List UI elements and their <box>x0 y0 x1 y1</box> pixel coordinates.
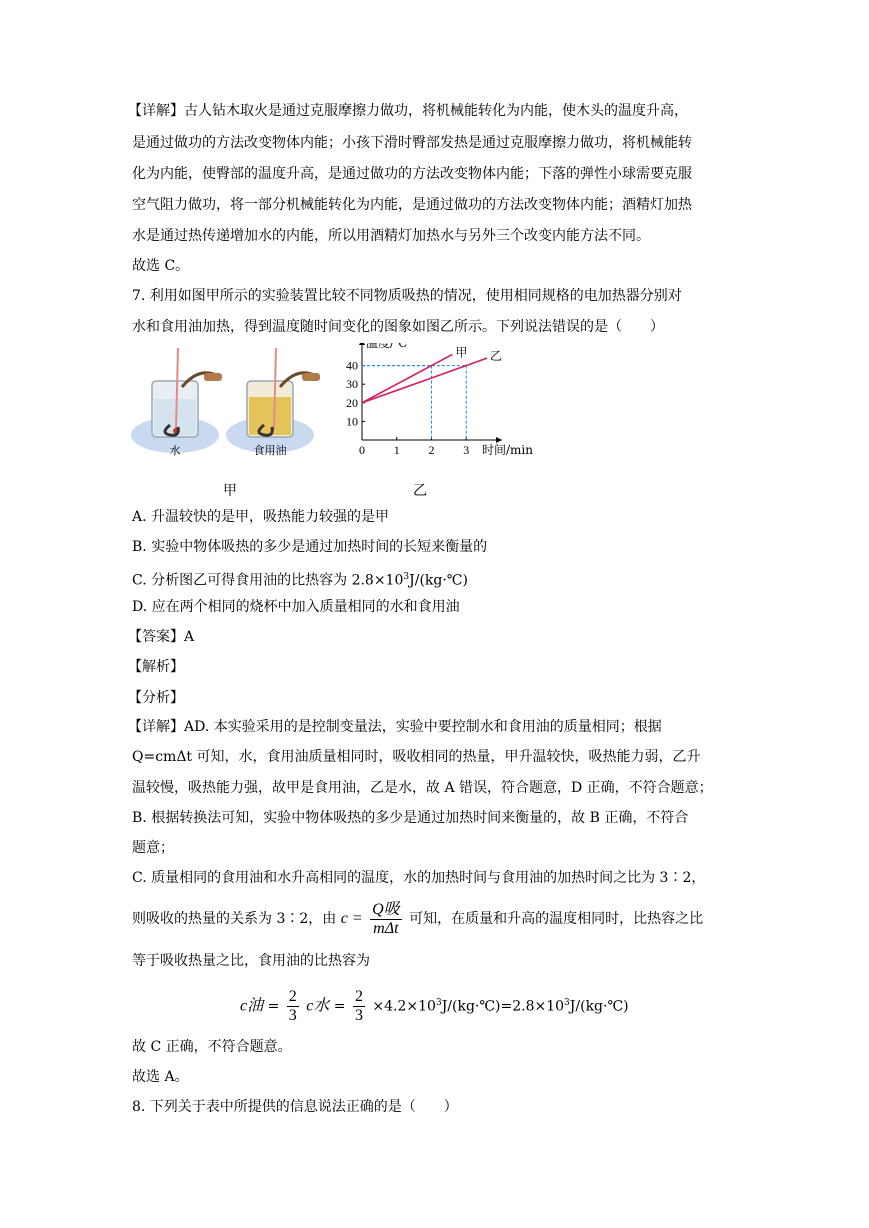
eq-fraction <box>287 988 299 1025</box>
ratio-post: 可知，在质量和升高的温度相同时，比热容之比 <box>409 911 704 927</box>
q7-option-c-sup: 3 <box>403 572 410 582</box>
q7-ratio-line <box>132 900 703 938</box>
figure-left-caption: 甲 <box>223 483 237 498</box>
q7-detail-line: 温较慢，吸热能力强，故甲是食用油，乙是水，故 A 错误，符合题意，D 正确，不符合题意； <box>132 780 713 796</box>
q7-detail-line: 【详解】AD. 本实验采用的是控制变量法，实验中要控制水和食用油的质量相同；根据 <box>128 719 662 735</box>
q7-final: 故选 A。 <box>132 1069 189 1085</box>
eq-unit1: J/(kg·℃)=2.8×10 <box>441 998 565 1015</box>
eq-fraction-2 <box>353 988 365 1025</box>
q7-option-c <box>132 567 468 591</box>
eq-equals-1: = <box>267 998 280 1015</box>
q7-detail-line: C. 质量相同的食用油和水升高相同的温度，水的加热时间与食用油的加热时间之比为 3∶2， <box>132 870 706 886</box>
beaker1-label: 水 <box>169 445 181 457</box>
x-tick-label: 1 <box>393 443 400 457</box>
q7-stem-line: 7. 利用如图甲所示的实验装置比较不同物质吸热的情况，使用相同规格的电加热器分别对 <box>132 288 682 304</box>
q7-figure-svg <box>130 343 540 498</box>
y-axis-arrow <box>359 343 365 345</box>
q7-detail-line: 题意； <box>132 840 174 856</box>
q8-stem: 8. 下列关于表中所提供的信息说法正确的是（ ） <box>132 1099 458 1115</box>
formula-denominator: mΔt <box>373 919 399 937</box>
q7-detail-line: B. 根据转换法可知，实验中物体吸热的多少是通过加热时间来衡量的，故 B 正确，不符合 <box>132 810 689 826</box>
answer-value: A <box>184 629 195 645</box>
answer-label: 【答案】 <box>128 629 184 645</box>
eq-unit2: J/(kg·℃) <box>569 998 629 1015</box>
q7-option-b: B. 实验中物体吸热的多少是通过加热时间的长短来衡量的 <box>132 539 488 555</box>
formula-c: c = <box>340 910 363 927</box>
figure-right-caption: 乙 <box>413 483 427 498</box>
specific-heat-equation <box>240 988 629 1025</box>
q6-detail-line: 是通过做功的方法改变物体内能；小孩下滑时臀部发热是通过克服摩擦力做功，将机械能转 <box>132 135 692 151</box>
formula-fraction <box>370 901 402 938</box>
eq-rhs-c: c水 <box>306 997 330 1015</box>
q6-detail-line: 水是通过热传递增加水的内能，所以用酒精灯加热水与另外三个改变内能方法不同。 <box>132 228 650 244</box>
q6-detail-line: 空气阻力做功，将一部分机械能转化为内能，是通过做功的方法改变物体内能；酒精灯加热 <box>132 197 692 213</box>
q7-fenxi-label: 【分析】 <box>128 690 184 706</box>
q7-stem-line: 水和食用油加热，得到温度随时间变化的图象如图乙所示。下列说法错误的是（ ） <box>132 319 664 335</box>
eq-frac2-den: 3 <box>354 1007 363 1024</box>
y-axis-label: 温度/℃ <box>366 343 408 350</box>
eq-frac-num: 2 <box>288 988 297 1005</box>
q7-option-c-unit: J/(kg·℃) <box>409 572 468 589</box>
beaker-setup-illustration <box>131 348 320 498</box>
q6-detail-line: 【详解】古人钻木取火是通过克服摩擦力做功，将机械能转化为内能，使木头的温度升高， <box>128 103 688 119</box>
beaker2-label: 食用油 <box>253 445 287 457</box>
y-tick-label: 30 <box>346 377 358 392</box>
y-tick-label: 10 <box>346 414 358 429</box>
x-tick-label: 0 <box>359 443 365 457</box>
series-line-jia <box>362 354 452 402</box>
y-tick-label: 40 <box>346 358 358 373</box>
q6-answer: 故选 C。 <box>132 258 190 274</box>
q6-detail-line: 化为内能，使臀部的温度升高，是通过做功的方法改变物体内能；下落的弹性小球需要克服 <box>132 166 692 182</box>
formula-numerator: Q吸 <box>372 900 400 918</box>
y-tick-label: 20 <box>346 395 358 410</box>
eq-frac-den: 3 <box>288 1007 297 1024</box>
q7-answer <box>128 627 194 647</box>
q7-analysis-label: 【解析】 <box>128 659 184 675</box>
eq-mid: ×4.2×10 <box>372 998 436 1015</box>
x-tick-label: 3 <box>463 443 470 457</box>
q7-option-a: A. 升温较快的是甲，吸热能力较强的是甲 <box>132 509 390 525</box>
x-axis-label: 时间/min <box>482 443 533 457</box>
series-line-yi <box>362 358 487 403</box>
temperature-time-chart <box>346 343 533 498</box>
q7-option-d: D. 应在两个相同的烧杯中加入质量相同的水和食用油 <box>132 599 460 615</box>
oil-liquid <box>249 397 291 435</box>
x-tick-label: 2 <box>428 443 435 457</box>
eq-sup2: 3 <box>564 997 570 1008</box>
q7-ratio-line2: 等于吸收热量之比，食用油的比热容为 <box>132 953 370 969</box>
q7-figure <box>130 343 540 498</box>
eq-equals-2: = <box>333 998 346 1015</box>
ratio-pre: 则吸收的热量的关系为 3∶2，由 <box>132 911 337 927</box>
q7-option-c-text: C. 分析图乙可得食用油的比热容为 2.8×10 <box>132 572 404 589</box>
eq-frac2-num: 2 <box>354 988 363 1005</box>
series-label: 乙 <box>490 349 503 364</box>
q7-detail-line: Q=cmΔt 可知，水，食用油质量相同时，吸收相同的热量，甲升温较快，吸热能力弱，乙升 <box>132 749 701 765</box>
eq-sup1: 3 <box>435 997 442 1008</box>
q7-conclusion: 故 C 正确，不符合题意。 <box>132 1039 292 1055</box>
eq-lhs: c油 <box>240 997 264 1015</box>
series-label: 甲 <box>455 345 468 360</box>
